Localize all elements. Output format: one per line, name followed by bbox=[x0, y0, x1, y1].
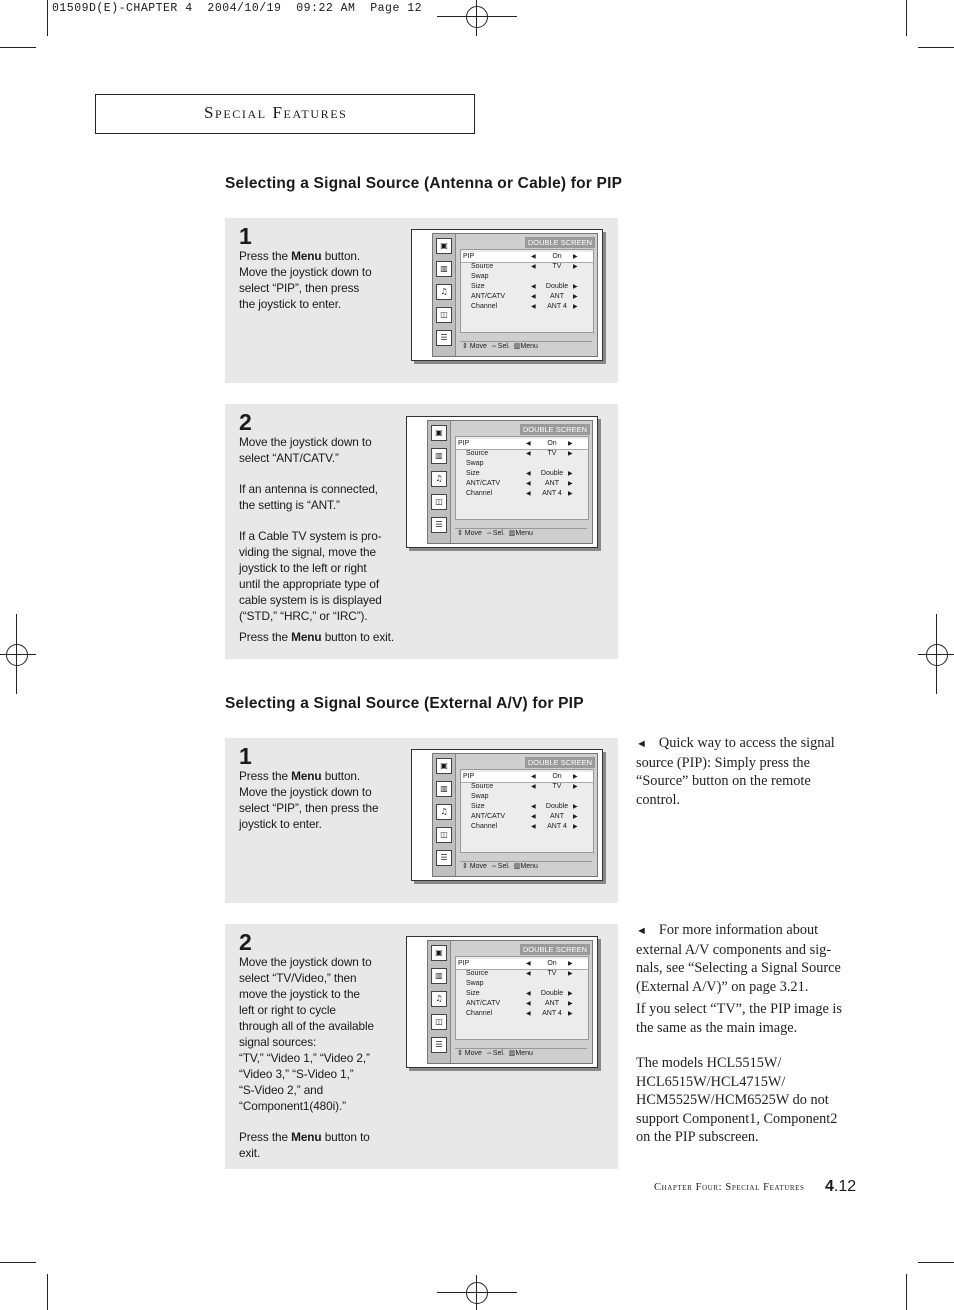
tv-icon: ▣ bbox=[431, 945, 447, 961]
osd-row: Swap bbox=[471, 273, 489, 280]
osd-menu-panel bbox=[460, 769, 594, 853]
footer-chapter: Chapter Four: Special Features bbox=[654, 1182, 805, 1193]
step-text: Press the Menu button. Move the joystick down to select “PIP”, then press the joystick to enter. bbox=[239, 249, 372, 311]
sound-icon: ♫ bbox=[436, 804, 452, 820]
setup-icon: ☰ bbox=[431, 1037, 447, 1053]
page-number: 4.12 bbox=[825, 1178, 857, 1195]
osd-row: Swap bbox=[471, 793, 489, 800]
osd-menu-panel bbox=[460, 249, 594, 333]
sound-icon: ♫ bbox=[436, 284, 452, 300]
osd-row: Size ◀ Double ▶ bbox=[466, 990, 573, 997]
osd-frame bbox=[432, 233, 598, 357]
setup-icon: ☰ bbox=[436, 850, 452, 866]
osd-row: PIP ◀ On ▶ bbox=[461, 252, 593, 263]
crop-mark bbox=[918, 1262, 954, 1263]
osd-menu-panel bbox=[455, 956, 589, 1040]
osd-row: Source ◀ TV ▶ bbox=[466, 450, 573, 457]
osd-title: DOUBLE SCREEN bbox=[520, 944, 590, 955]
osd-row: PIP ◀ On ▶ bbox=[456, 959, 588, 970]
crop-mark bbox=[16, 614, 17, 694]
crop-mark bbox=[0, 47, 36, 48]
osd-row: Size ◀ Double ▶ bbox=[466, 470, 573, 477]
note-quick-access: ◄ Quick way to access the signal source (PIP): Simply press the “Source” button on the remote control. bbox=[636, 735, 835, 808]
step-text: Move the joystick down to select “ANT/CATV.” If an antenna is connected, the setting is “ANT.” If a Cable TV system is pro- viding the signal, move the joystick to the left or right until the appropriate type of cable system is is displayed (“STD,” “HRC,” or “IRC”). Press the Menu button to exit. bbox=[239, 435, 395, 644]
osd-menu-panel bbox=[455, 436, 589, 520]
step-text: Move the joystick down to select “TV/Video,” then move the joystick to the left or right to cycle through all of the available signal sources: “TV,” “Video 1,” “Video 2,” “Video 3,” “S-Video 1,” “S-Video 2,” and “Component1(480i).” Press the Menu button to exit. bbox=[239, 955, 374, 1160]
osd-title: DOUBLE SCREEN bbox=[525, 237, 595, 248]
section-title-box bbox=[95, 94, 475, 134]
crop-mark bbox=[918, 47, 954, 48]
note-more-info: ◄ For more information about external A/V components and sig- nals, see “Selecting a Signal Source (External A/V)” on page 3.21. If you select “TV”, the PIP image is the same as the main image. The models HCL5515W/ HCL6515W/HCL4715W/ HCM5525W/HCM6525W do not support Component1, Component2 on the PIP subscreen. bbox=[636, 922, 842, 1145]
setup-icon: ☰ bbox=[436, 330, 452, 346]
picture-icon: ▥ bbox=[431, 448, 447, 464]
osd-row: PIP ◀ On ▶ bbox=[456, 439, 588, 450]
registration-mark bbox=[926, 644, 948, 666]
osd-frame bbox=[427, 940, 593, 1064]
crop-mark bbox=[476, 1275, 477, 1310]
crop-mark bbox=[47, 0, 48, 36]
crop-mark bbox=[47, 1274, 48, 1310]
crop-mark bbox=[906, 1274, 907, 1310]
channel-icon: ◫ bbox=[436, 307, 452, 323]
osd-screen bbox=[411, 749, 603, 881]
setup-icon: ☰ bbox=[431, 517, 447, 533]
tv-icon: ▣ bbox=[436, 238, 452, 254]
print-slug: 01509D(E)-CHAPTER 4 2004/10/19 09:22 AM Page 12 bbox=[52, 2, 423, 15]
tv-icon: ▣ bbox=[431, 425, 447, 441]
osd-row: Source ◀ TV ▶ bbox=[471, 263, 578, 270]
osd-footer: ⇕ Move ⇔Sel. ▥Menu bbox=[455, 528, 587, 539]
osd-icon-column bbox=[428, 421, 451, 543]
osd-row: ANT/CATV ◀ ANT ▶ bbox=[471, 293, 578, 300]
crop-mark bbox=[476, 0, 477, 36]
osd-frame bbox=[432, 753, 598, 877]
step-text: Press the Menu button. Move the joystick down to select “PIP”, then press the joystick to enter. bbox=[239, 769, 379, 831]
crop-mark bbox=[437, 1292, 517, 1293]
osd-row: Channel ◀ ANT 4 ▶ bbox=[466, 1010, 573, 1017]
osd-frame bbox=[427, 420, 593, 544]
osd-row: Source ◀ TV ▶ bbox=[466, 970, 573, 977]
registration-mark bbox=[466, 6, 488, 28]
registration-mark bbox=[6, 644, 28, 666]
osd-icon-column bbox=[433, 234, 456, 356]
picture-icon: ▥ bbox=[436, 261, 452, 277]
osd-row: Swap bbox=[466, 980, 484, 987]
heading-external: Selecting a Signal Source (External A/V) for PIP bbox=[225, 695, 584, 712]
note-arrow-icon: ◄ bbox=[636, 738, 647, 750]
step-antenna-2 bbox=[225, 404, 618, 659]
crop-mark bbox=[906, 0, 907, 36]
heading-antenna: Selecting a Signal Source (Antenna or Cable) for PIP bbox=[225, 175, 623, 192]
osd-row: PIP ◀ On ▶ bbox=[461, 772, 593, 783]
osd-title: DOUBLE SCREEN bbox=[525, 757, 595, 768]
step-number: 1 bbox=[239, 223, 252, 249]
osd-row: Swap bbox=[466, 460, 484, 467]
step-antenna-1 bbox=[225, 218, 618, 383]
crop-mark bbox=[936, 614, 937, 694]
step-external-1 bbox=[225, 738, 618, 903]
crop-mark bbox=[0, 654, 36, 655]
step-number: 2 bbox=[239, 929, 252, 955]
picture-icon: ▥ bbox=[436, 781, 452, 797]
osd-screen bbox=[406, 416, 598, 548]
crop-mark bbox=[0, 1262, 36, 1263]
osd-row: Source ◀ TV ▶ bbox=[471, 783, 578, 790]
osd-row: ANT/CATV ◀ ANT ▶ bbox=[466, 480, 573, 487]
osd-row: ANT/CATV ◀ ANT ▶ bbox=[471, 813, 578, 820]
osd-row: Channel ◀ ANT 4 ▶ bbox=[471, 823, 578, 830]
osd-icon-column bbox=[433, 754, 456, 876]
sound-icon: ♫ bbox=[431, 471, 447, 487]
osd-row: Channel ◀ ANT 4 ▶ bbox=[471, 303, 578, 310]
channel-icon: ◫ bbox=[436, 827, 452, 843]
osd-icon-column bbox=[428, 941, 451, 1063]
section-title: Special Features bbox=[204, 103, 348, 122]
crop-mark bbox=[437, 16, 517, 17]
step-number: 2 bbox=[239, 409, 252, 435]
osd-row: Size ◀ Double ▶ bbox=[471, 283, 578, 290]
registration-mark bbox=[466, 1282, 488, 1304]
osd-footer: ⇕ Move ⇔Sel. ▥Menu bbox=[460, 861, 592, 872]
picture-icon: ▥ bbox=[431, 968, 447, 984]
note-arrow-icon: ◄ bbox=[636, 925, 647, 937]
osd-footer: ⇕ Move ⇔Sel. ▥Menu bbox=[460, 341, 592, 352]
step-number: 1 bbox=[239, 743, 252, 769]
tv-icon: ▣ bbox=[436, 758, 452, 774]
channel-icon: ◫ bbox=[431, 494, 447, 510]
osd-title: DOUBLE SCREEN bbox=[520, 424, 590, 435]
osd-screen bbox=[406, 936, 598, 1068]
sound-icon: ♫ bbox=[431, 991, 447, 1007]
osd-row: Size ◀ Double ▶ bbox=[471, 803, 578, 810]
osd-screen bbox=[411, 229, 603, 361]
osd-row: ANT/CATV ◀ ANT ▶ bbox=[466, 1000, 573, 1007]
osd-footer: ⇕ Move ⇔Sel. ▥Menu bbox=[455, 1048, 587, 1059]
step-external-2 bbox=[225, 924, 618, 1169]
channel-icon: ◫ bbox=[431, 1014, 447, 1030]
osd-row: Channel ◀ ANT 4 ▶ bbox=[466, 490, 573, 497]
